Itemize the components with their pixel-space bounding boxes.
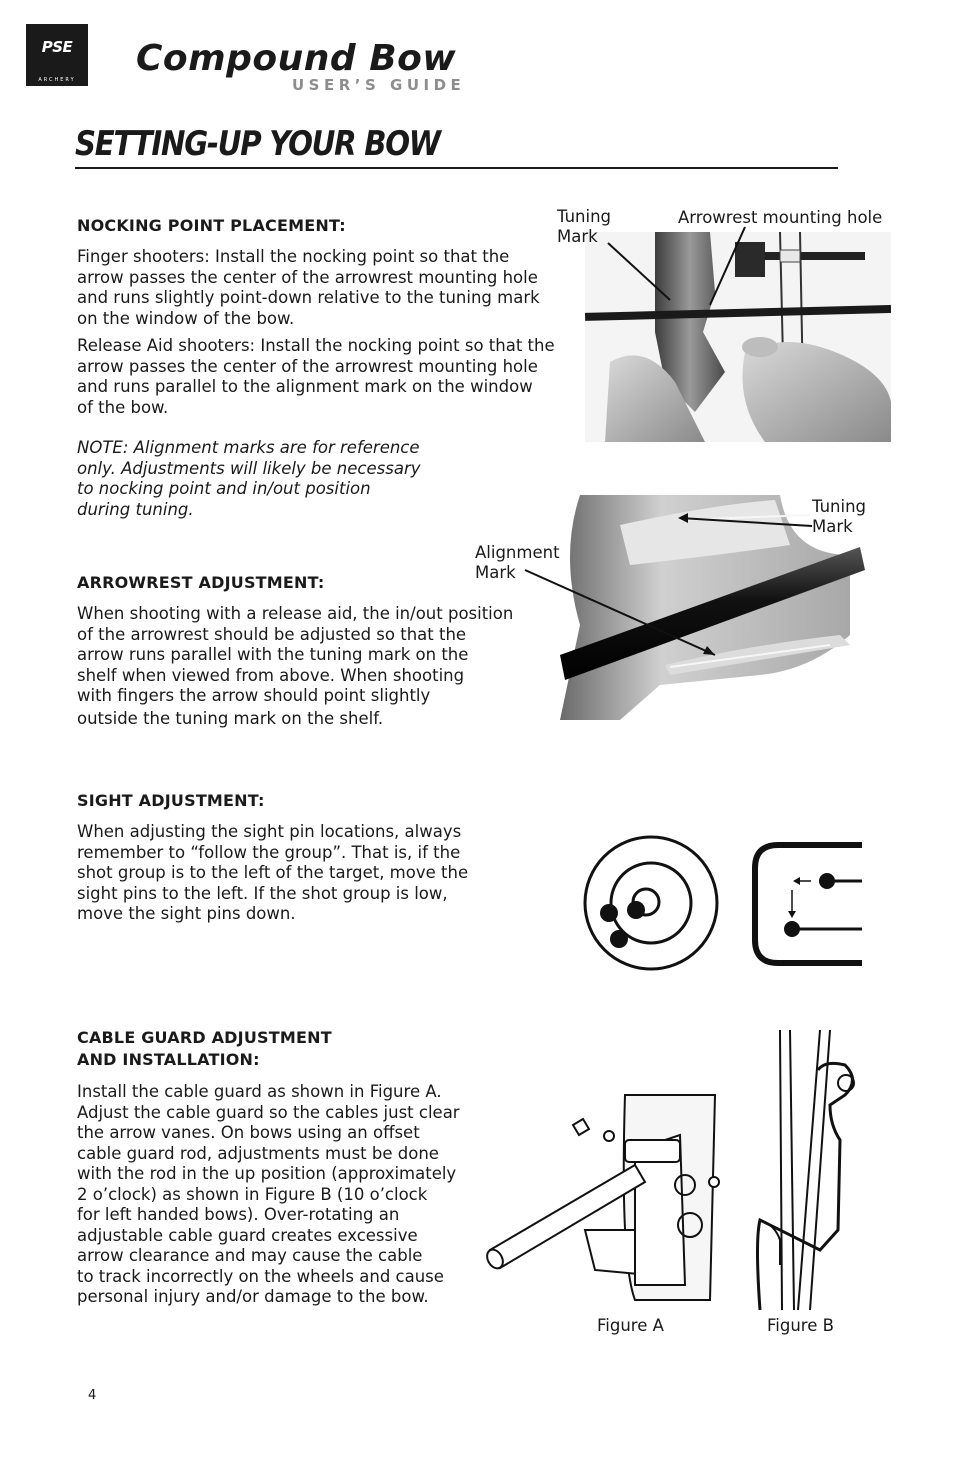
arrowrest-paragraph: [77, 604, 513, 729]
cable-heading: [77, 1027, 332, 1071]
sight-paragraph: [77, 822, 468, 925]
shot-hole: [627, 901, 645, 919]
text-line: of the arrowrest should be adjusted so that the: [77, 624, 467, 644]
text-line: shelf when viewed from above. When shooting: [77, 665, 465, 685]
title-divider: [75, 167, 838, 169]
sight-pin: [784, 921, 800, 937]
text-line: to track incorrectly on the wheels and cause: [77, 1266, 444, 1286]
shelf-leader-lines: [510, 510, 815, 660]
text-line: only. Adjustments will likely be necessary: [77, 458, 421, 478]
logo-mark-text: PSE: [41, 38, 73, 56]
text-line: during tuning.: [77, 499, 194, 519]
text-line: arrow clearance and may cause the cable: [77, 1246, 423, 1265]
sight-pin: [819, 873, 835, 889]
logo-sub-text: ARCHERY: [38, 77, 76, 83]
arrowrest-heading: ARROWREST ADJUSTMENT:: [77, 573, 325, 592]
brand-subtitle: USER’S GUIDE: [292, 76, 466, 94]
text-line: Finger shooters: Install the nocking point so that the: [77, 247, 510, 266]
text-line: personal injury and/or damage to the bow.: [77, 1287, 429, 1306]
heading-line: CABLE GUARD ADJUSTMENT: [77, 1028, 332, 1047]
shot-hole: [600, 904, 618, 922]
text-line: and runs parallel to the alignment mark on the window: [77, 377, 533, 396]
nocking-paragraph-2: [77, 336, 555, 418]
text-line: NOTE: Alignment marks are for reference: [77, 438, 420, 457]
text-line: arrow passes the center of the arrowrest mounting hole: [77, 356, 538, 376]
shot-hole: [610, 930, 628, 948]
text-line: with the rod in the up position (approximately: [77, 1164, 457, 1183]
text-line: Install the cable guard as shown in Figure A.: [77, 1082, 442, 1101]
pse-logo: [26, 24, 88, 86]
cable-paragraph: [77, 1082, 460, 1308]
label-line: Tuning: [812, 497, 867, 516]
text-line: arrow runs parallel with the tuning mark on the: [77, 645, 469, 664]
text-line: cable guard rod, adjustments must be done: [77, 1143, 439, 1163]
figure-a-caption: Figure A: [597, 1316, 664, 1335]
text-line: and runs slightly point-down relative to the tuning mark: [77, 288, 540, 307]
page-number: 4: [88, 1388, 97, 1403]
page-title: SETTING-UP YOUR BOW: [75, 124, 440, 164]
label-line: Mark: [475, 563, 516, 582]
text-line: on the window of the bow.: [77, 308, 295, 328]
figure-a-cable-guard: [485, 1090, 725, 1305]
label-line: Mark: [557, 227, 598, 246]
nocking-heading: NOCKING POINT PLACEMENT:: [77, 216, 346, 235]
sight-heading: SIGHT ADJUSTMENT:: [77, 791, 265, 810]
label-line: Mark: [812, 517, 853, 536]
text-line: to nocking point and in/out position: [77, 479, 371, 498]
text-line: for left handed bows). Over-rotating an: [77, 1205, 400, 1224]
label-line: Alignment: [475, 543, 560, 562]
text-line: outside the tuning mark on the shelf.: [77, 708, 384, 728]
text-line: with fingers the arrow should point slightly: [77, 686, 431, 705]
text-line: remember to “follow the group”. That is, if the: [77, 842, 461, 862]
shelf-label-tuning-mark: [812, 497, 866, 537]
figure-b-caption: Figure B: [767, 1316, 834, 1335]
label-line: Tuning: [557, 207, 612, 226]
text-line: Release Aid shooters: Install the nocking point so that the: [77, 336, 555, 355]
nocking-paragraph-1: [77, 247, 540, 329]
text-line: move the sight pins down.: [77, 904, 296, 923]
heading-line: AND INSTALLATION:: [77, 1050, 260, 1069]
text-line: of the bow.: [77, 397, 169, 417]
text-line: 2 o’clock) as shown in Figure B (10 o’clock: [77, 1184, 428, 1204]
text-line: the arrow vanes. On bows using an offset: [77, 1123, 420, 1142]
photo-leader-lines: [560, 225, 800, 315]
text-line: Adjust the cable guard so the cables just clear: [77, 1102, 460, 1122]
nocking-note: [77, 438, 421, 520]
text-line: When shooting with a release aid, the in/out position: [77, 604, 514, 623]
text-line: When adjusting the sight pin locations, always: [77, 822, 462, 841]
sight-target-diagram: [583, 835, 865, 971]
figure-b-bow-limb: [750, 1030, 865, 1310]
text-line: arrow passes the center of the arrowrest mounting hole: [77, 267, 538, 287]
photo-label-arrowrest-hole: Arrowrest mounting hole: [678, 208, 883, 227]
text-line: sight pins to the left. If the shot group is low,: [77, 883, 448, 903]
brand-title: Compound Bow: [136, 38, 457, 79]
text-line: shot group is to the left of the target, move the: [77, 863, 469, 882]
text-line: adjustable cable guard creates excessive: [77, 1225, 418, 1245]
